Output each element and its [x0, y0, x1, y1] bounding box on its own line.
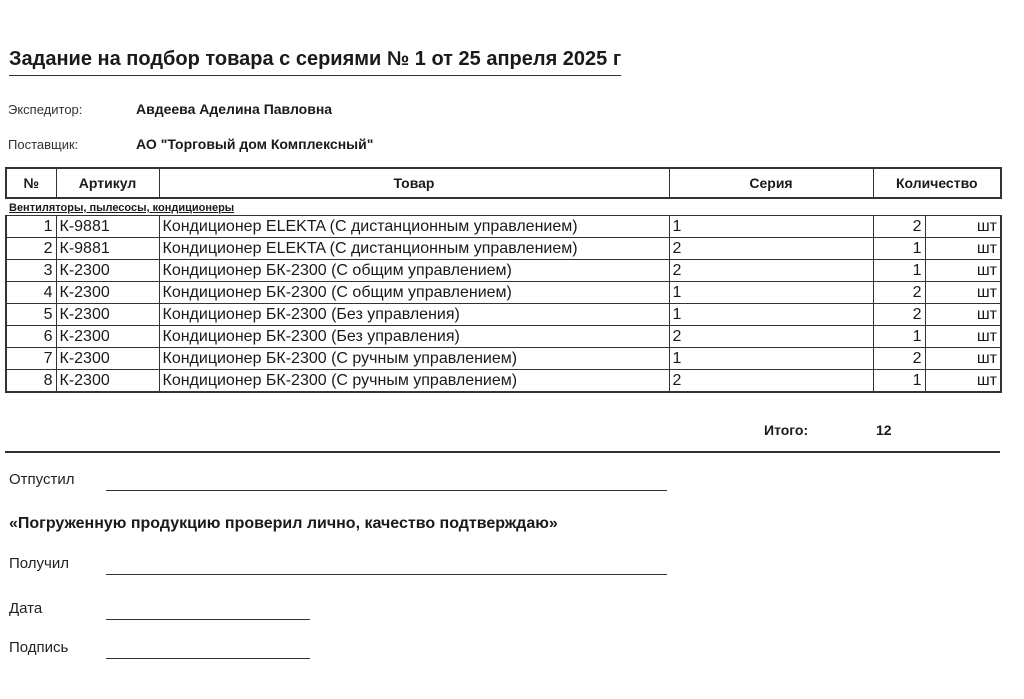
row-num: 3 — [6, 260, 56, 282]
row-qty: 1 — [873, 260, 925, 282]
total-value: 12 — [876, 422, 892, 438]
row-qty: 1 — [873, 326, 925, 348]
row-unit: шт — [925, 260, 1001, 282]
row-qty: 2 — [873, 282, 925, 304]
row-qty: 2 — [873, 216, 925, 238]
header-article: Артикул — [56, 168, 159, 198]
row-qty: 1 — [873, 238, 925, 260]
row-series: 1 — [669, 304, 873, 326]
table-row — [6, 370, 1001, 393]
supplier-label: Поставщик: — [8, 137, 79, 152]
quality-statement: «Погруженную продукцию проверил лично, качество подтверждаю» — [9, 515, 558, 532]
table-row — [6, 238, 1001, 260]
total-label: Итого: — [764, 422, 809, 438]
row-article: К-9881 — [56, 216, 159, 238]
row-num: 4 — [6, 282, 56, 304]
header-num: № — [6, 168, 56, 198]
expeditor-label: Экспедитор: — [8, 102, 83, 117]
row-qty: 2 — [873, 348, 925, 370]
row-num: 7 — [6, 348, 56, 370]
row-num: 6 — [6, 326, 56, 348]
released-signature-line — [106, 490, 667, 491]
row-product: Кондиционер БК-2300 (Без управления) — [159, 304, 669, 326]
row-article: К-2300 — [56, 326, 159, 348]
supplier-value: АО "Торговый дом Комплексный" — [136, 136, 374, 152]
row-article: К-2300 — [56, 282, 159, 304]
released-label: Отпустил — [9, 471, 75, 488]
header-series: Серия — [669, 168, 873, 198]
row-series: 2 — [669, 238, 873, 260]
row-product: Кондиционер БК-2300 (Без управления) — [159, 326, 669, 348]
table-row — [6, 282, 1001, 304]
received-label: Получил — [9, 555, 69, 572]
received-signature-line — [106, 574, 667, 575]
document-title: Задание на подбор товара с сериями № 1 от 25 апреля 2025 г — [9, 48, 621, 76]
header-quantity: Количество — [873, 168, 1001, 198]
group-row — [6, 198, 1001, 216]
row-series: 2 — [669, 370, 873, 393]
row-unit: шт — [925, 216, 1001, 238]
row-series: 2 — [669, 326, 873, 348]
row-series: 1 — [669, 348, 873, 370]
row-product: Кондиционер БК-2300 (С ручным управлением) — [159, 370, 669, 393]
row-series: 2 — [669, 260, 873, 282]
table-header-row — [6, 168, 1001, 198]
expeditor-value: Авдеева Аделина Павловна — [136, 101, 333, 117]
row-series: 1 — [669, 282, 873, 304]
expeditor-row — [8, 101, 332, 117]
row-num: 2 — [6, 238, 56, 260]
row-num: 5 — [6, 304, 56, 326]
table-row — [6, 348, 1001, 370]
row-article: К-2300 — [56, 304, 159, 326]
table-row — [6, 216, 1001, 238]
row-article: К-2300 — [56, 370, 159, 393]
row-unit: шт — [925, 238, 1001, 260]
date-line — [106, 619, 310, 620]
row-unit: шт — [925, 348, 1001, 370]
row-num: 8 — [6, 370, 56, 393]
goods-table — [5, 167, 1002, 393]
date-label: Дата — [9, 600, 43, 617]
row-product: Кондиционер ELEKTA (С дистанционным управлением) — [159, 216, 669, 238]
header-product: Товар — [159, 168, 669, 198]
section-divider — [5, 451, 1000, 453]
table-row — [6, 260, 1001, 282]
supplier-row — [8, 136, 373, 152]
row-article: К-2300 — [56, 348, 159, 370]
table-row — [6, 304, 1001, 326]
row-product: Кондиционер ELEKTA (С дистанционным управлением) — [159, 238, 669, 260]
row-unit: шт — [925, 304, 1001, 326]
row-num: 1 — [6, 216, 56, 238]
row-product: Кондиционер БК-2300 (С общим управлением) — [159, 282, 669, 304]
row-unit: шт — [925, 370, 1001, 393]
table-row — [6, 326, 1001, 348]
row-unit: шт — [925, 326, 1001, 348]
row-article: К-2300 — [56, 260, 159, 282]
row-product: Кондиционер БК-2300 (С общим управлением) — [159, 260, 669, 282]
row-qty: 2 — [873, 304, 925, 326]
row-article: К-9881 — [56, 238, 159, 260]
row-product: Кондиционер БК-2300 (С ручным управлением) — [159, 348, 669, 370]
group-label: Вентиляторы, пылесосы, кондиционеры — [6, 198, 1001, 216]
signature-label: Подпись — [9, 639, 69, 656]
row-unit: шт — [925, 282, 1001, 304]
row-series: 1 — [669, 216, 873, 238]
row-qty: 1 — [873, 370, 925, 393]
signature-line — [106, 658, 310, 659]
